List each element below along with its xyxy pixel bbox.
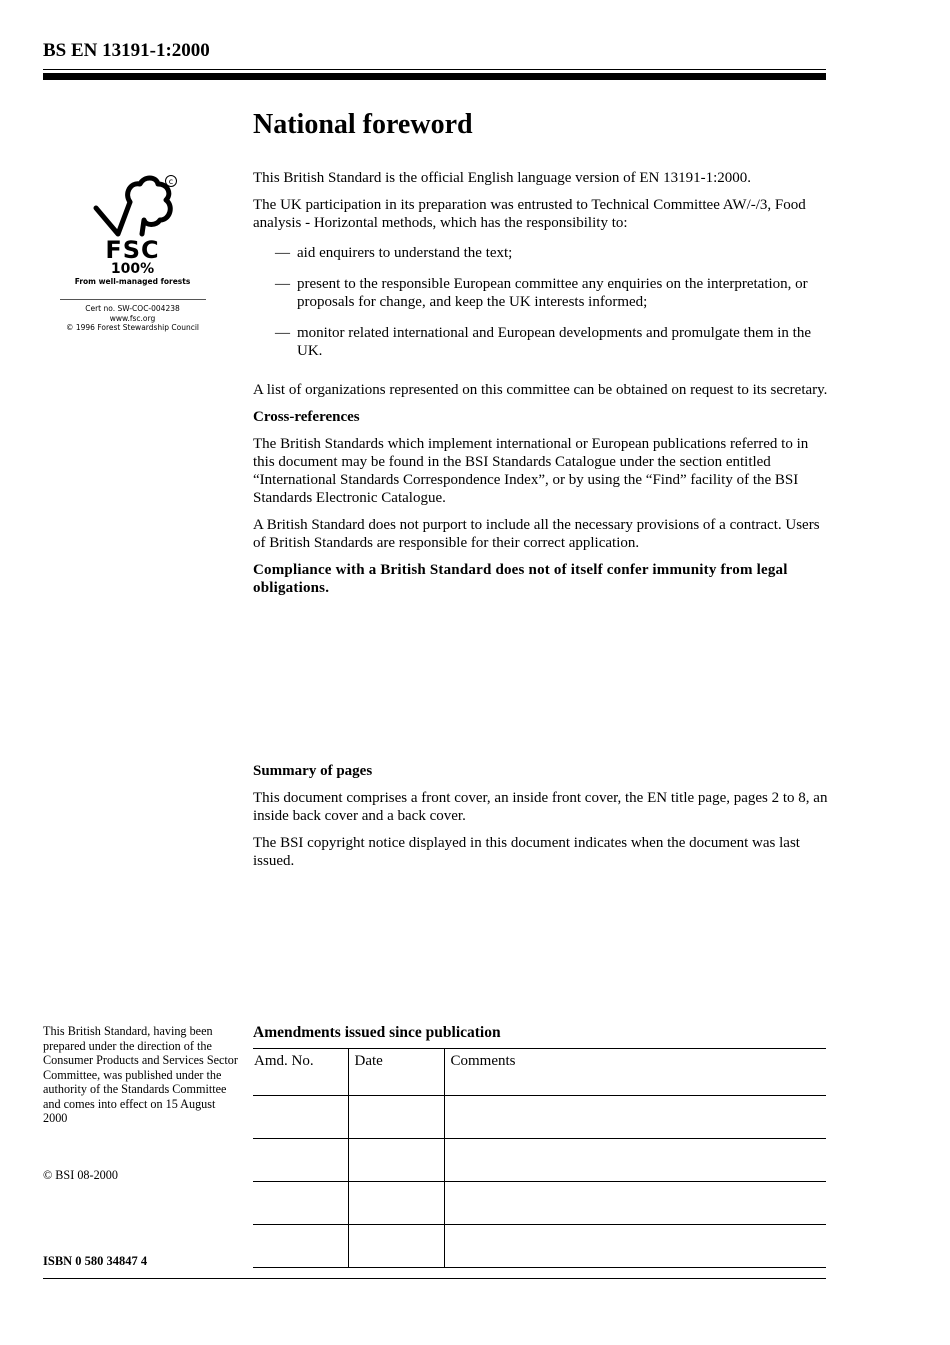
bsi-copyright: © BSI 08-2000 <box>43 1168 118 1182</box>
table-cell <box>444 1182 826 1225</box>
isbn: ISBN 0 580 34847 4 <box>43 1254 148 1268</box>
responsibility-list <box>253 244 828 360</box>
fsc-logo <box>50 172 215 333</box>
page-title: National foreword <box>253 109 473 140</box>
compliance-paragraph: Compliance with a British Standard does not of itself confer immunity from legal obligations. <box>253 562 788 596</box>
table-row <box>253 1182 826 1225</box>
fsc-copyright: © 1996 Forest Stewardship Council <box>65 323 200 332</box>
cross-references-heading: Cross-references <box>253 409 360 425</box>
table-cell <box>253 1096 348 1139</box>
summary-paragraph: This document comprises a front cover, an inside front cover, the EN title page, pages 2 to 8, an inside back cover and a back cover. <box>253 790 828 824</box>
fsc-divider <box>60 299 206 300</box>
national-foreword <box>253 108 828 606</box>
table-cell <box>348 1225 444 1268</box>
participation-paragraph: The UK participation in its preparation was entrusted to Technical Committee AW/-/3, Food analysis - Horizontal methods, which has the responsibility to: <box>253 197 806 231</box>
header-rule-thin <box>43 69 826 70</box>
header-cell-amd-no: Amd. No. <box>253 1049 348 1096</box>
fsc-tree-icon <box>78 172 188 240</box>
table-header-row <box>253 1049 826 1096</box>
table-row <box>253 1139 826 1182</box>
fsc-cert-number: Cert no. SW-COC-004238 <box>85 304 180 313</box>
table-cell <box>253 1139 348 1182</box>
footer-rule <box>43 1278 826 1279</box>
table-cell <box>348 1182 444 1225</box>
list-item: — present to the responsible European committee any enquiries on the interpretation, or proposals for change, and keep the UK interests informed; <box>253 275 828 311</box>
fsc-brand: FSC <box>105 236 160 264</box>
fsc-tagline: From well-managed forests <box>74 277 191 286</box>
amendments-table <box>253 1048 826 1268</box>
fsc-percent: 100% <box>110 261 155 277</box>
document-id: BS EN 13191-1:2000 <box>43 40 210 61</box>
table-cell <box>253 1225 348 1268</box>
list-item: — aid enquirers to understand the text; <box>253 244 828 262</box>
organizations-paragraph: A list of organizations represented on this committee can be obtained on request to its secretary. <box>253 382 828 398</box>
list-item: — monitor related international and European developments and promulgate them in the UK. <box>253 324 828 360</box>
table-cell <box>444 1139 826 1182</box>
table-cell <box>444 1096 826 1139</box>
header-rule-thick <box>43 73 826 80</box>
cross-references-paragraph: The British Standards which implement international or European publications referred to in this document may be found in the BSI Standards Catalogue under the section entitled “International Standards Correspondence Index”, or by using the “Find” facility of the BSI Standards Electronic Catalogue. <box>253 436 809 506</box>
table-row <box>253 1096 826 1139</box>
summary-heading: Summary of pages <box>253 763 373 779</box>
header-cell-comments: Comments <box>444 1049 826 1096</box>
summary-of-pages <box>253 762 828 879</box>
amendments-title: Amendments issued since publication <box>253 1024 501 1041</box>
table-cell <box>348 1139 444 1182</box>
table-cell <box>348 1096 444 1139</box>
svg-text:c: c <box>168 177 173 186</box>
provisions-paragraph: A British Standard does not purport to include all the necessary provisions of a contract. Users of British Standards are responsible for their correct application. <box>253 517 820 551</box>
fsc-website: www.fsc.org <box>109 313 156 323</box>
intro-paragraph: This British Standard is the official English language version of EN 13191-1:2000. <box>253 170 751 186</box>
table-cell <box>444 1225 826 1268</box>
copyright-notice-paragraph: The BSI copyright notice displayed in this document indicates when the document was last issued. <box>253 835 800 869</box>
table-row <box>253 1225 826 1268</box>
publication-note: This British Standard, having been prepared under the direction of the Consumer Products and Services Sector Committee, was published under the authority of the Standards Committee and comes into effect on 15 August 2000 <box>43 1024 238 1125</box>
header-cell-date: Date <box>348 1049 444 1096</box>
table-cell <box>253 1182 348 1225</box>
